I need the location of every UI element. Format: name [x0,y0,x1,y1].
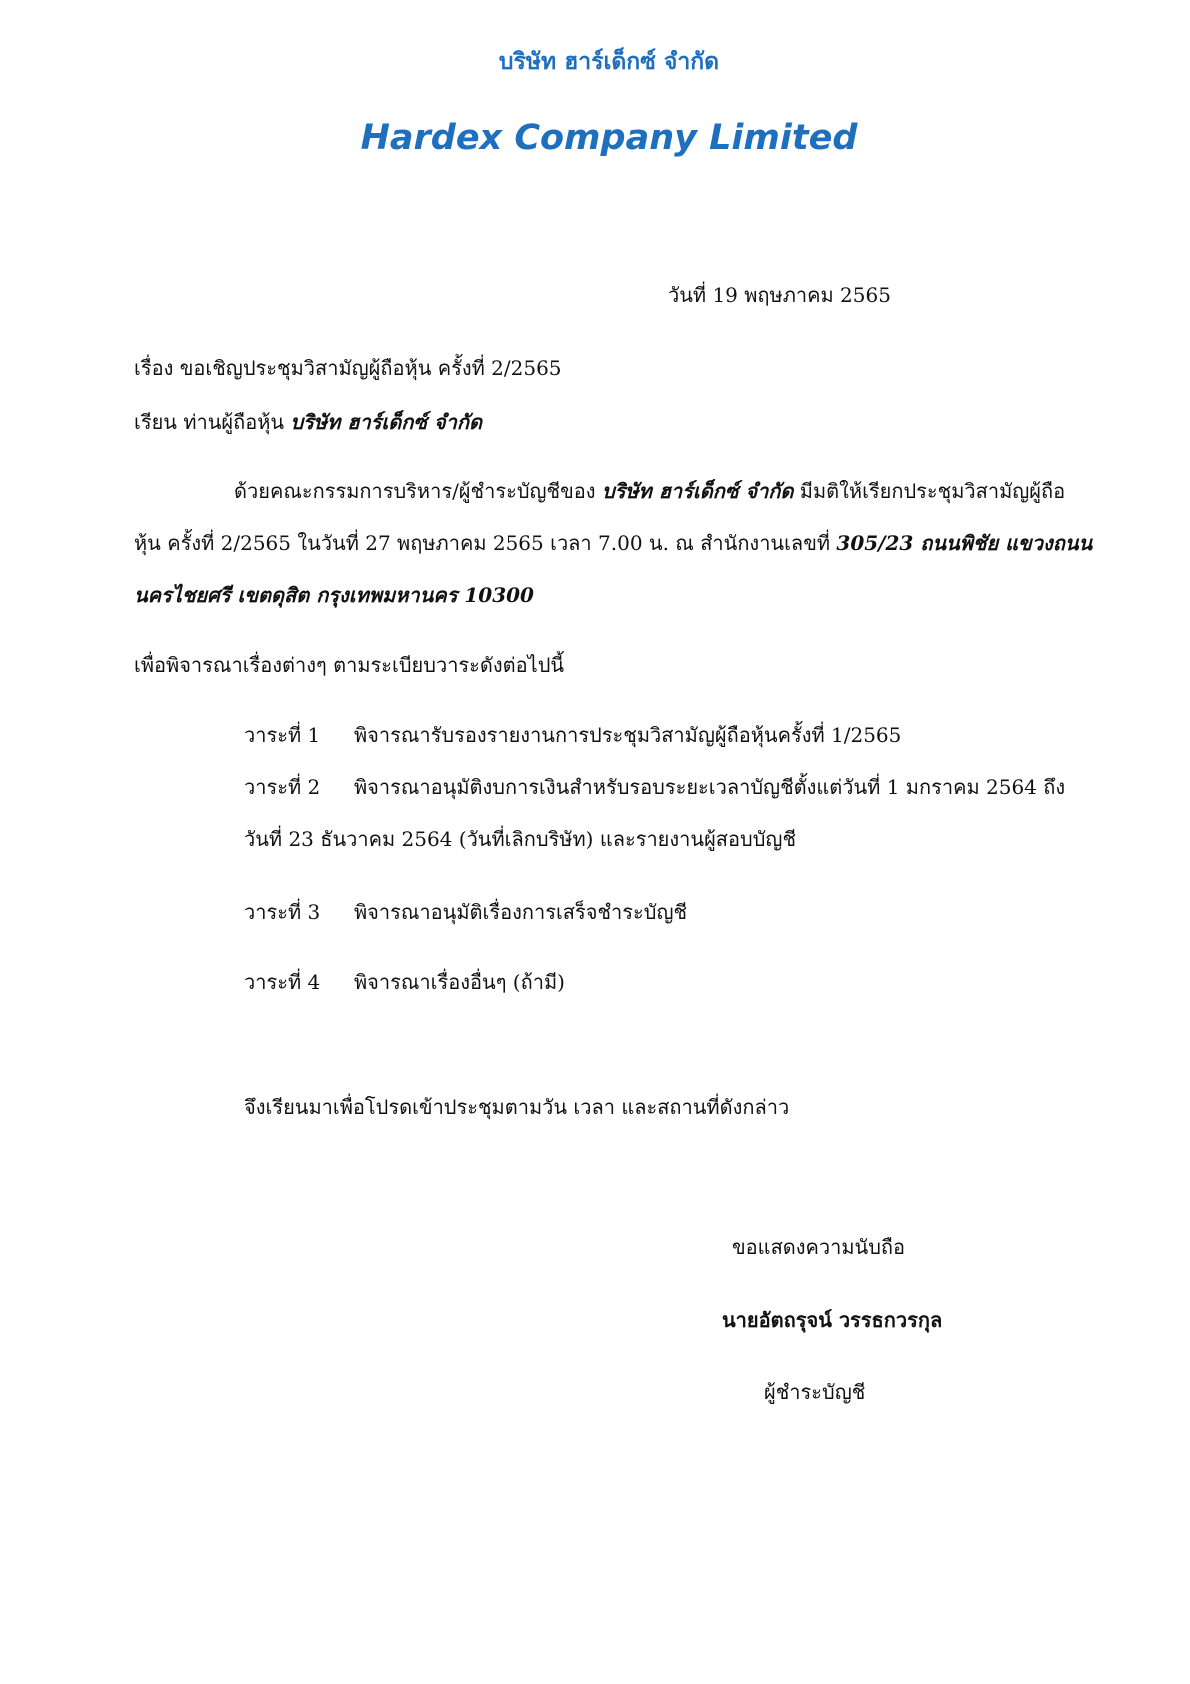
signer-title: ผู้ชำระบัญชี [764,1380,866,1404]
body-line-2 [134,529,1092,557]
agenda-text: พิจารณารับรองรายงานการประชุมวิสามัญผู้ถือหุ้นครั้งที่ 1/2565 [354,723,902,747]
body-text: หุ้น ครั้งที่ 2/2565 ในวันที่ 27 พฤษภาคม 2565 เวลา 7.00 น. ณ สำนักงานเลขที่ [134,531,837,555]
closing-text: จึงเรียนมาเพื่อโปรดเข้าประชุมตามวัน เวลา และสถานที่ดังกล่าว [244,1095,790,1119]
company-name-english: Hardex Company Limited [360,118,858,158]
agenda-label: วาระที่ 3 [244,900,321,924]
body-address: 305/23 ถนนพิชัย แขวงถนน [836,531,1093,555]
recipient-company: บริษัท ฮาร์เด็กซ์ จำกัด [290,410,482,434]
agenda-text: พิจารณาเรื่องอื่นๆ (ถ้ามี) [354,970,565,994]
agenda-item-3 [244,898,687,926]
agenda-item-2-continuation: วันที่ 23 ธันวาคม 2564 (วันที่เลิกบริษัท) และรายงานผู้สอบบัญชี [244,827,797,851]
signer-name: นายอัตถรุจน์ วรรธกวรกุล [722,1308,943,1332]
agenda-intro: เพื่อพิจารณาเรื่องต่างๆ ตามระเบียบวาระดังต่อไปนี้ [134,653,565,677]
agenda-text: พิจารณาอนุมัติงบการเงินสำหรับรอบระยะเวลาบัญชีตั้งแต่วันที่ 1 มกราคม 2564 ถึง [354,775,1066,799]
body-line-1 [234,477,1065,505]
body-line-3: นครไชยศรี เขตดุสิต กรุงเทพมหานคร 10300 [134,583,534,607]
company-name-thai: บริษัท ฮาร์เด็กซ์ จำกัด [498,48,720,75]
letter-recipient [134,408,482,436]
recipient-prefix: เรียน ท่านผู้ถือหุ้น [134,410,291,434]
body-text: มีมติให้เรียกประชุมวิสามัญผู้ถือ [793,479,1066,503]
signoff: ขอแสดงความนับถือ [732,1235,906,1259]
letter-date: วันที่ 19 พฤษภาคม 2565 [668,283,891,307]
body-company: บริษัท ฮาร์เด็กซ์ จำกัด [601,479,794,503]
agenda-label: วาระที่ 2 [244,775,321,799]
letter-subject: เรื่อง ขอเชิญประชุมวิสามัญผู้ถือหุ้น ครั้งที่ 2/2565 [134,356,562,380]
agenda-label: วาระที่ 1 [244,723,321,747]
body-text: ด้วยคณะกรรมการบริหาร/ผู้ชำระบัญชีของ [234,479,602,503]
agenda-item-1 [244,721,901,749]
agenda-item-4 [244,968,565,996]
agenda-text: พิจารณาอนุมัติเรื่องการเสร็จชำระบัญชี [354,900,688,924]
agenda-item-2 [244,773,1065,801]
agenda-label: วาระที่ 4 [244,970,321,994]
